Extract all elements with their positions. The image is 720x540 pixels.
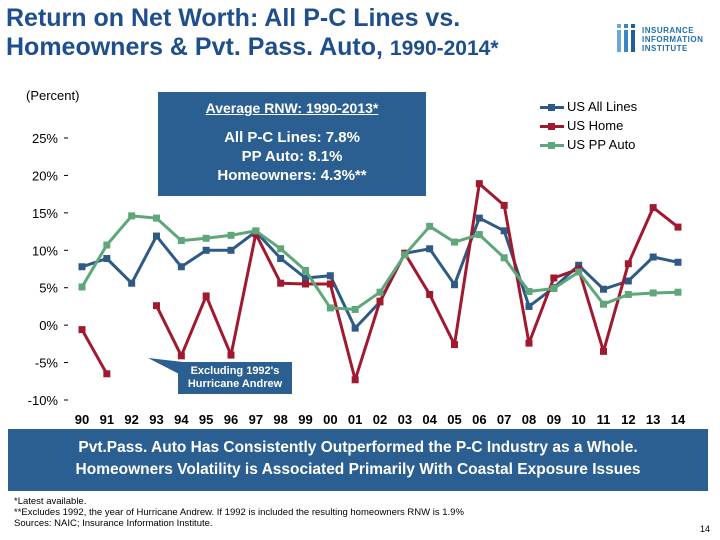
average-rnw-box xyxy=(158,92,426,196)
x-tick-label: 96 xyxy=(223,412,239,427)
data-point xyxy=(79,263,86,270)
data-point xyxy=(203,247,210,254)
data-point xyxy=(526,288,533,295)
footnote-sources: Sources: NAIC; Insurance Information Institute. xyxy=(14,518,213,529)
data-point xyxy=(153,215,160,222)
data-point xyxy=(277,280,284,287)
data-point xyxy=(252,227,259,234)
data-point xyxy=(451,341,458,348)
data-point xyxy=(178,237,185,244)
data-point xyxy=(128,280,135,287)
legend-swatch-all-lines xyxy=(540,106,564,109)
data-point xyxy=(103,242,110,249)
title-years: 1990-2014* xyxy=(389,37,499,60)
data-point xyxy=(600,348,607,355)
series-layer xyxy=(79,180,682,383)
legend-label-home: US Home xyxy=(567,118,624,133)
series-us-home xyxy=(79,180,682,383)
data-point xyxy=(377,298,384,305)
unit-label: (Percent) xyxy=(26,88,80,103)
x-tick-label: 03 xyxy=(397,412,413,427)
page-title xyxy=(6,4,606,63)
data-point xyxy=(650,254,657,261)
data-point xyxy=(501,254,508,261)
data-point xyxy=(650,204,657,211)
data-point xyxy=(352,306,359,313)
data-point xyxy=(476,231,483,238)
x-tick-label: 95 xyxy=(198,412,214,427)
series-line xyxy=(82,184,678,380)
data-point xyxy=(675,259,682,266)
data-point xyxy=(401,251,408,258)
data-point xyxy=(600,286,607,293)
data-point xyxy=(178,352,185,359)
legend-label-pp-auto: US PP Auto xyxy=(567,137,636,152)
iii-logo-text xyxy=(642,26,703,53)
legend-swatch-home xyxy=(540,125,564,128)
data-point xyxy=(600,301,607,308)
x-tick-label: 14 xyxy=(670,412,686,427)
y-tick-label: 0% xyxy=(39,318,58,334)
x-tick-label: 99 xyxy=(298,412,313,427)
hurricane-andrew-callout xyxy=(178,362,292,394)
x-tick-label: 00 xyxy=(323,412,338,427)
data-point xyxy=(550,274,557,281)
title-line-2-text: Homeowners & Pvt. Pass. Auto, xyxy=(6,33,383,61)
data-point xyxy=(103,370,110,377)
x-tick-label: 04 xyxy=(422,412,437,427)
data-point xyxy=(302,267,309,274)
x-tick-label: 90 xyxy=(74,412,90,427)
data-point xyxy=(625,260,632,267)
x-tick-label: 11 xyxy=(596,412,611,427)
data-point xyxy=(476,180,483,187)
data-point xyxy=(228,232,235,239)
banner-line-2: Homeowners Volatility is Associated Primarily With Coastal Exposure Issues xyxy=(75,461,641,478)
x-tick-label: 02 xyxy=(372,412,388,427)
y-tick-label: -10% xyxy=(27,393,58,408)
x-tick-label: 13 xyxy=(645,412,661,427)
x-tick-label: 97 xyxy=(248,412,264,427)
data-point xyxy=(277,255,284,262)
iii-logo xyxy=(616,22,716,58)
average-pp-auto: PP Auto: 8.1% xyxy=(241,148,343,165)
data-point xyxy=(426,223,433,230)
logo-line-1: INSURANCE xyxy=(642,26,695,35)
y-axis xyxy=(28,131,68,408)
data-point xyxy=(550,285,557,292)
x-tick-label: 91 xyxy=(99,412,115,427)
data-point xyxy=(501,202,508,209)
y-tick-label: -5% xyxy=(34,355,58,371)
data-point xyxy=(228,352,235,359)
x-tick-label: 01 xyxy=(347,412,363,427)
data-point xyxy=(79,326,86,333)
title-line-1: Return on Net Worth: All P-C Lines vs. xyxy=(6,4,461,32)
average-rnw-heading: Average RNW: 1990-2013* xyxy=(205,100,379,116)
data-point xyxy=(352,376,359,383)
data-point xyxy=(128,212,135,219)
y-tick-label: 15% xyxy=(31,205,58,221)
footnote-2: **Excludes 1992, the year of Hurricane Andrew. If 1992 is included the resulting homeowners RNW is 1.9% xyxy=(14,507,464,518)
data-point xyxy=(178,263,185,270)
data-point xyxy=(79,283,86,290)
legend-label-all-lines: US All Lines xyxy=(567,99,638,114)
page-number: 14 xyxy=(700,524,711,534)
data-point xyxy=(426,291,433,298)
data-point xyxy=(327,280,334,287)
data-point xyxy=(352,325,359,332)
legend-swatch-pp-auto xyxy=(540,144,564,147)
x-tick-label: 10 xyxy=(571,412,586,427)
data-point xyxy=(526,340,533,347)
average-rnw-values xyxy=(158,128,426,185)
x-tick-label: 06 xyxy=(472,412,487,427)
data-point xyxy=(153,302,160,309)
data-point xyxy=(153,233,160,240)
series-line xyxy=(82,218,678,328)
data-point xyxy=(501,227,508,234)
data-point xyxy=(451,281,458,288)
y-tick-label: 10% xyxy=(31,243,58,259)
iii-logo-mark-icon xyxy=(616,24,638,54)
data-point xyxy=(277,245,284,252)
data-point xyxy=(650,289,657,296)
x-tick-label: 92 xyxy=(124,412,139,427)
y-tick-label: 20% xyxy=(31,168,58,184)
data-point xyxy=(575,268,582,275)
data-point xyxy=(103,255,110,262)
data-point xyxy=(426,245,433,252)
footnote-1: *Latest available. xyxy=(14,496,87,507)
data-point xyxy=(228,247,235,254)
data-point xyxy=(203,292,210,299)
average-homeowners: Homeowners: 4.3%** xyxy=(217,167,367,184)
x-tick-label: 93 xyxy=(149,412,164,427)
data-point xyxy=(476,215,483,222)
x-tick-label: 08 xyxy=(521,412,537,427)
data-point xyxy=(451,239,458,246)
data-point xyxy=(302,280,309,287)
data-point xyxy=(625,277,632,284)
data-point xyxy=(327,304,334,311)
footnotes xyxy=(14,496,464,529)
y-tick-label: 5% xyxy=(39,280,58,296)
data-point xyxy=(675,224,682,231)
y-tick-label: 25% xyxy=(31,131,58,146)
average-all-lines: All P-C Lines: 7.8% xyxy=(224,129,360,146)
data-point xyxy=(327,272,334,279)
logo-line-3: INSTITUTE xyxy=(642,44,688,53)
x-tick-label: 09 xyxy=(546,412,562,427)
data-point xyxy=(675,289,682,296)
title-line-2 xyxy=(6,33,606,63)
banner-line-1: Pvt.Pass. Auto Has Consistently Outperformed the P-C Industry as a Whole. xyxy=(78,439,638,456)
x-tick-label: 98 xyxy=(273,412,288,427)
x-tick-label: 05 xyxy=(447,412,462,427)
conclusion-banner xyxy=(8,429,708,491)
data-point xyxy=(625,291,632,298)
data-point xyxy=(377,289,384,296)
callout-line-2: Hurricane Andrew xyxy=(187,378,283,390)
x-axis xyxy=(75,412,686,427)
logo-line-2: INFORMATION xyxy=(642,35,704,44)
data-point xyxy=(203,235,210,242)
callout-line-1: Excluding 1992's xyxy=(190,365,280,377)
x-tick-label: 12 xyxy=(621,412,636,427)
data-point xyxy=(526,303,533,310)
x-tick-label: 94 xyxy=(174,412,189,427)
x-tick-label: 07 xyxy=(496,412,512,427)
